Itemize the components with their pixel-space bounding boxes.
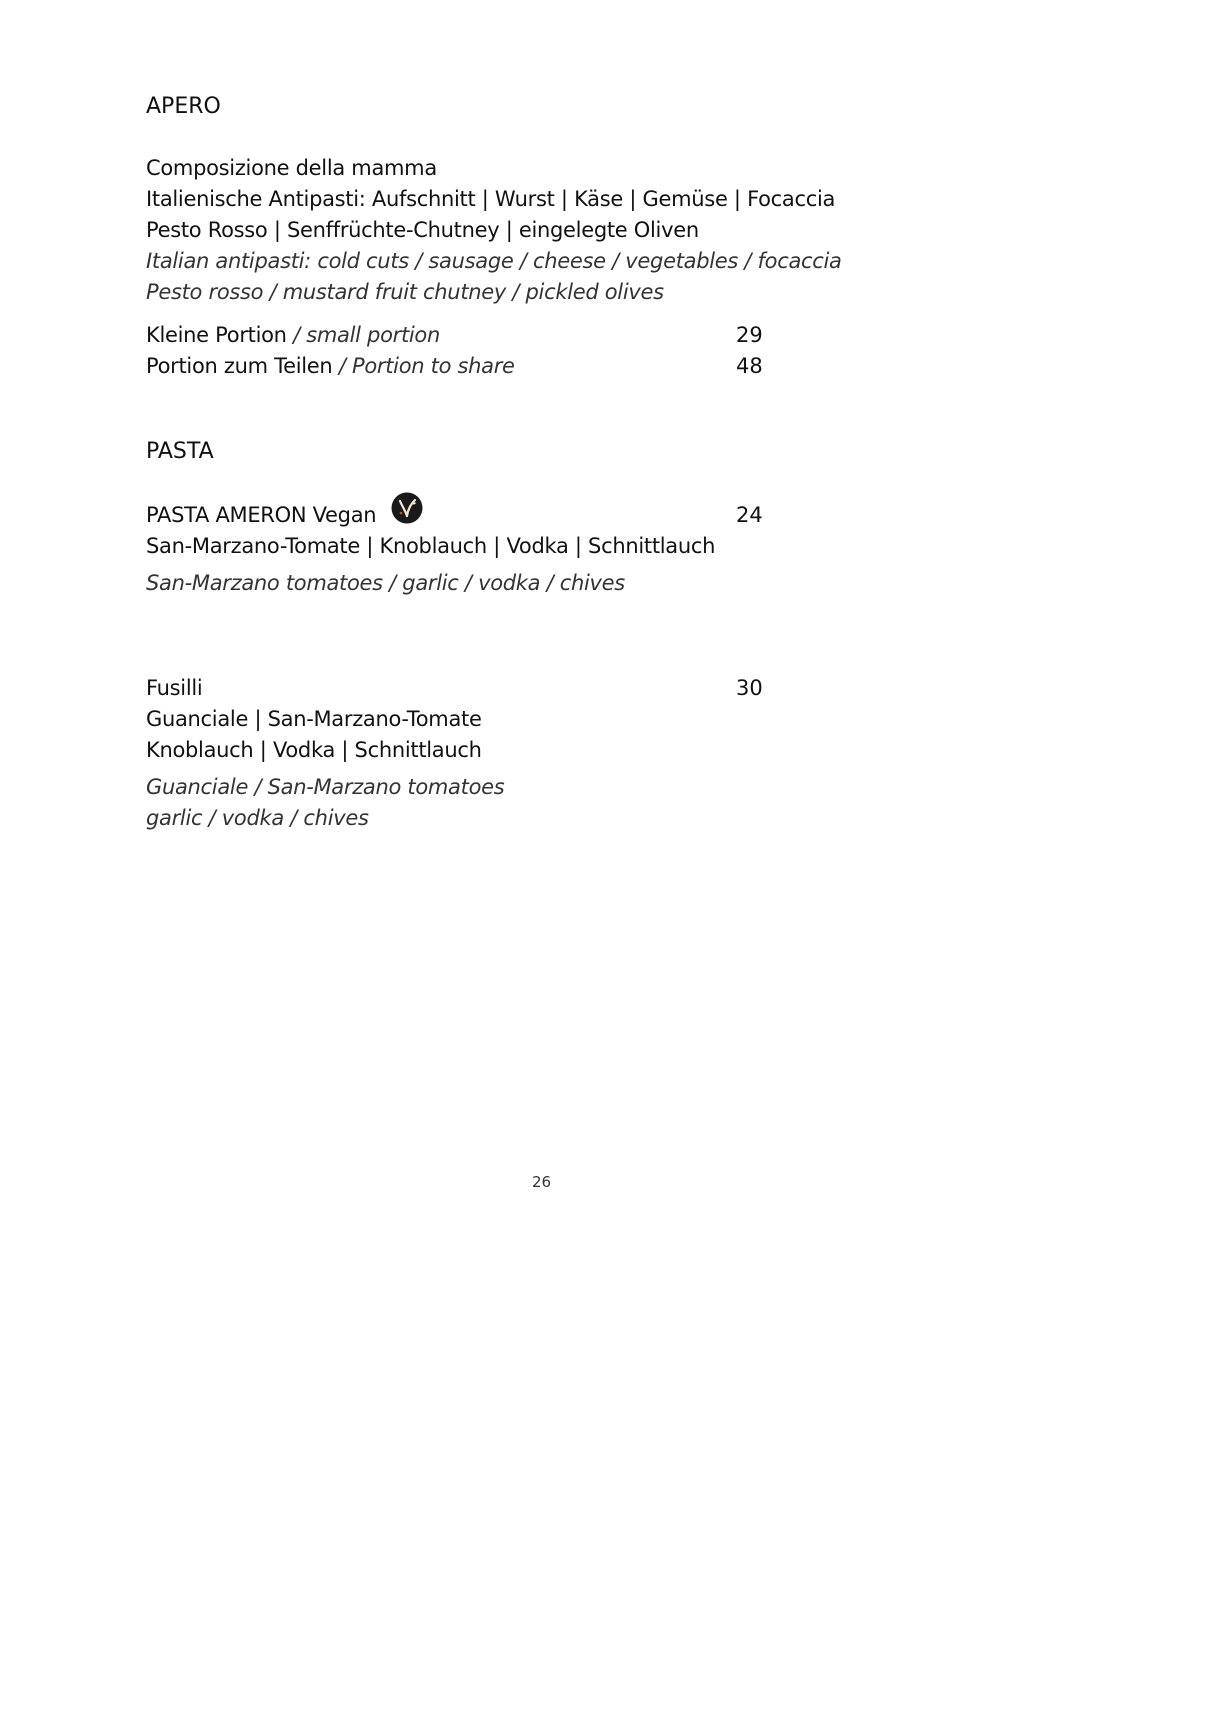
portion-share-price: 48	[736, 354, 763, 378]
fusilli-description-de-line1: Guanciale | San-Marzano-Tomate	[146, 707, 482, 731]
item-name-fusilli: Fusilli	[146, 676, 203, 700]
fusilli-description-en-line1: Guanciale / San-Marzano tomatoes	[146, 775, 505, 799]
item-name-composizione: Composizione della mamma	[146, 156, 437, 180]
pasta-ameron-description-de: San-Marzano-Tomate | Knoblauch | Vodka | Schnittlauch	[146, 534, 716, 558]
page-number: 26	[532, 1173, 552, 1191]
fusilli-price: 30	[736, 676, 763, 700]
fusilli-description-de-line2: Knoblauch | Vodka | Schnittlauch	[146, 738, 482, 762]
section-heading-apero: APERO	[146, 94, 221, 119]
portion-share	[146, 351, 515, 381]
portion-share-label-de: Portion zum Teilen	[146, 354, 333, 378]
portion-small-price: 29	[736, 323, 763, 347]
portion-small	[146, 320, 440, 350]
vegan-icon	[391, 492, 423, 524]
item-description-de-line2: Pesto Rosso | Senffrüchte-Chutney | eingelegte Oliven	[146, 218, 699, 242]
item-description-de-line1: Italienische Antipasti: Aufschnitt | Wurst | Käse | Gemüse | Focaccia	[146, 187, 836, 211]
pasta-ameron-price: 24	[736, 503, 763, 527]
fusilli-description-en-line2: garlic / vodka / chives	[146, 806, 369, 830]
item-description-en-line1: Italian antipasti: cold cuts / sausage / cheese / vegetables / focaccia	[146, 249, 842, 273]
item-name-pasta-ameron	[146, 500, 423, 532]
pasta-ameron-name: PASTA AMERON Vegan	[146, 503, 377, 527]
section-heading-pasta: PASTA	[146, 439, 214, 464]
portion-small-label-en: / small portion	[293, 323, 440, 347]
item-description-en-line2: Pesto rosso / mustard fruit chutney / pickled olives	[146, 280, 664, 304]
portion-share-label-en: / Portion to share	[338, 354, 515, 378]
pasta-ameron-description-en: San-Marzano tomatoes / garlic / vodka / chives	[146, 571, 625, 595]
portion-small-label-de: Kleine Portion	[146, 323, 287, 347]
